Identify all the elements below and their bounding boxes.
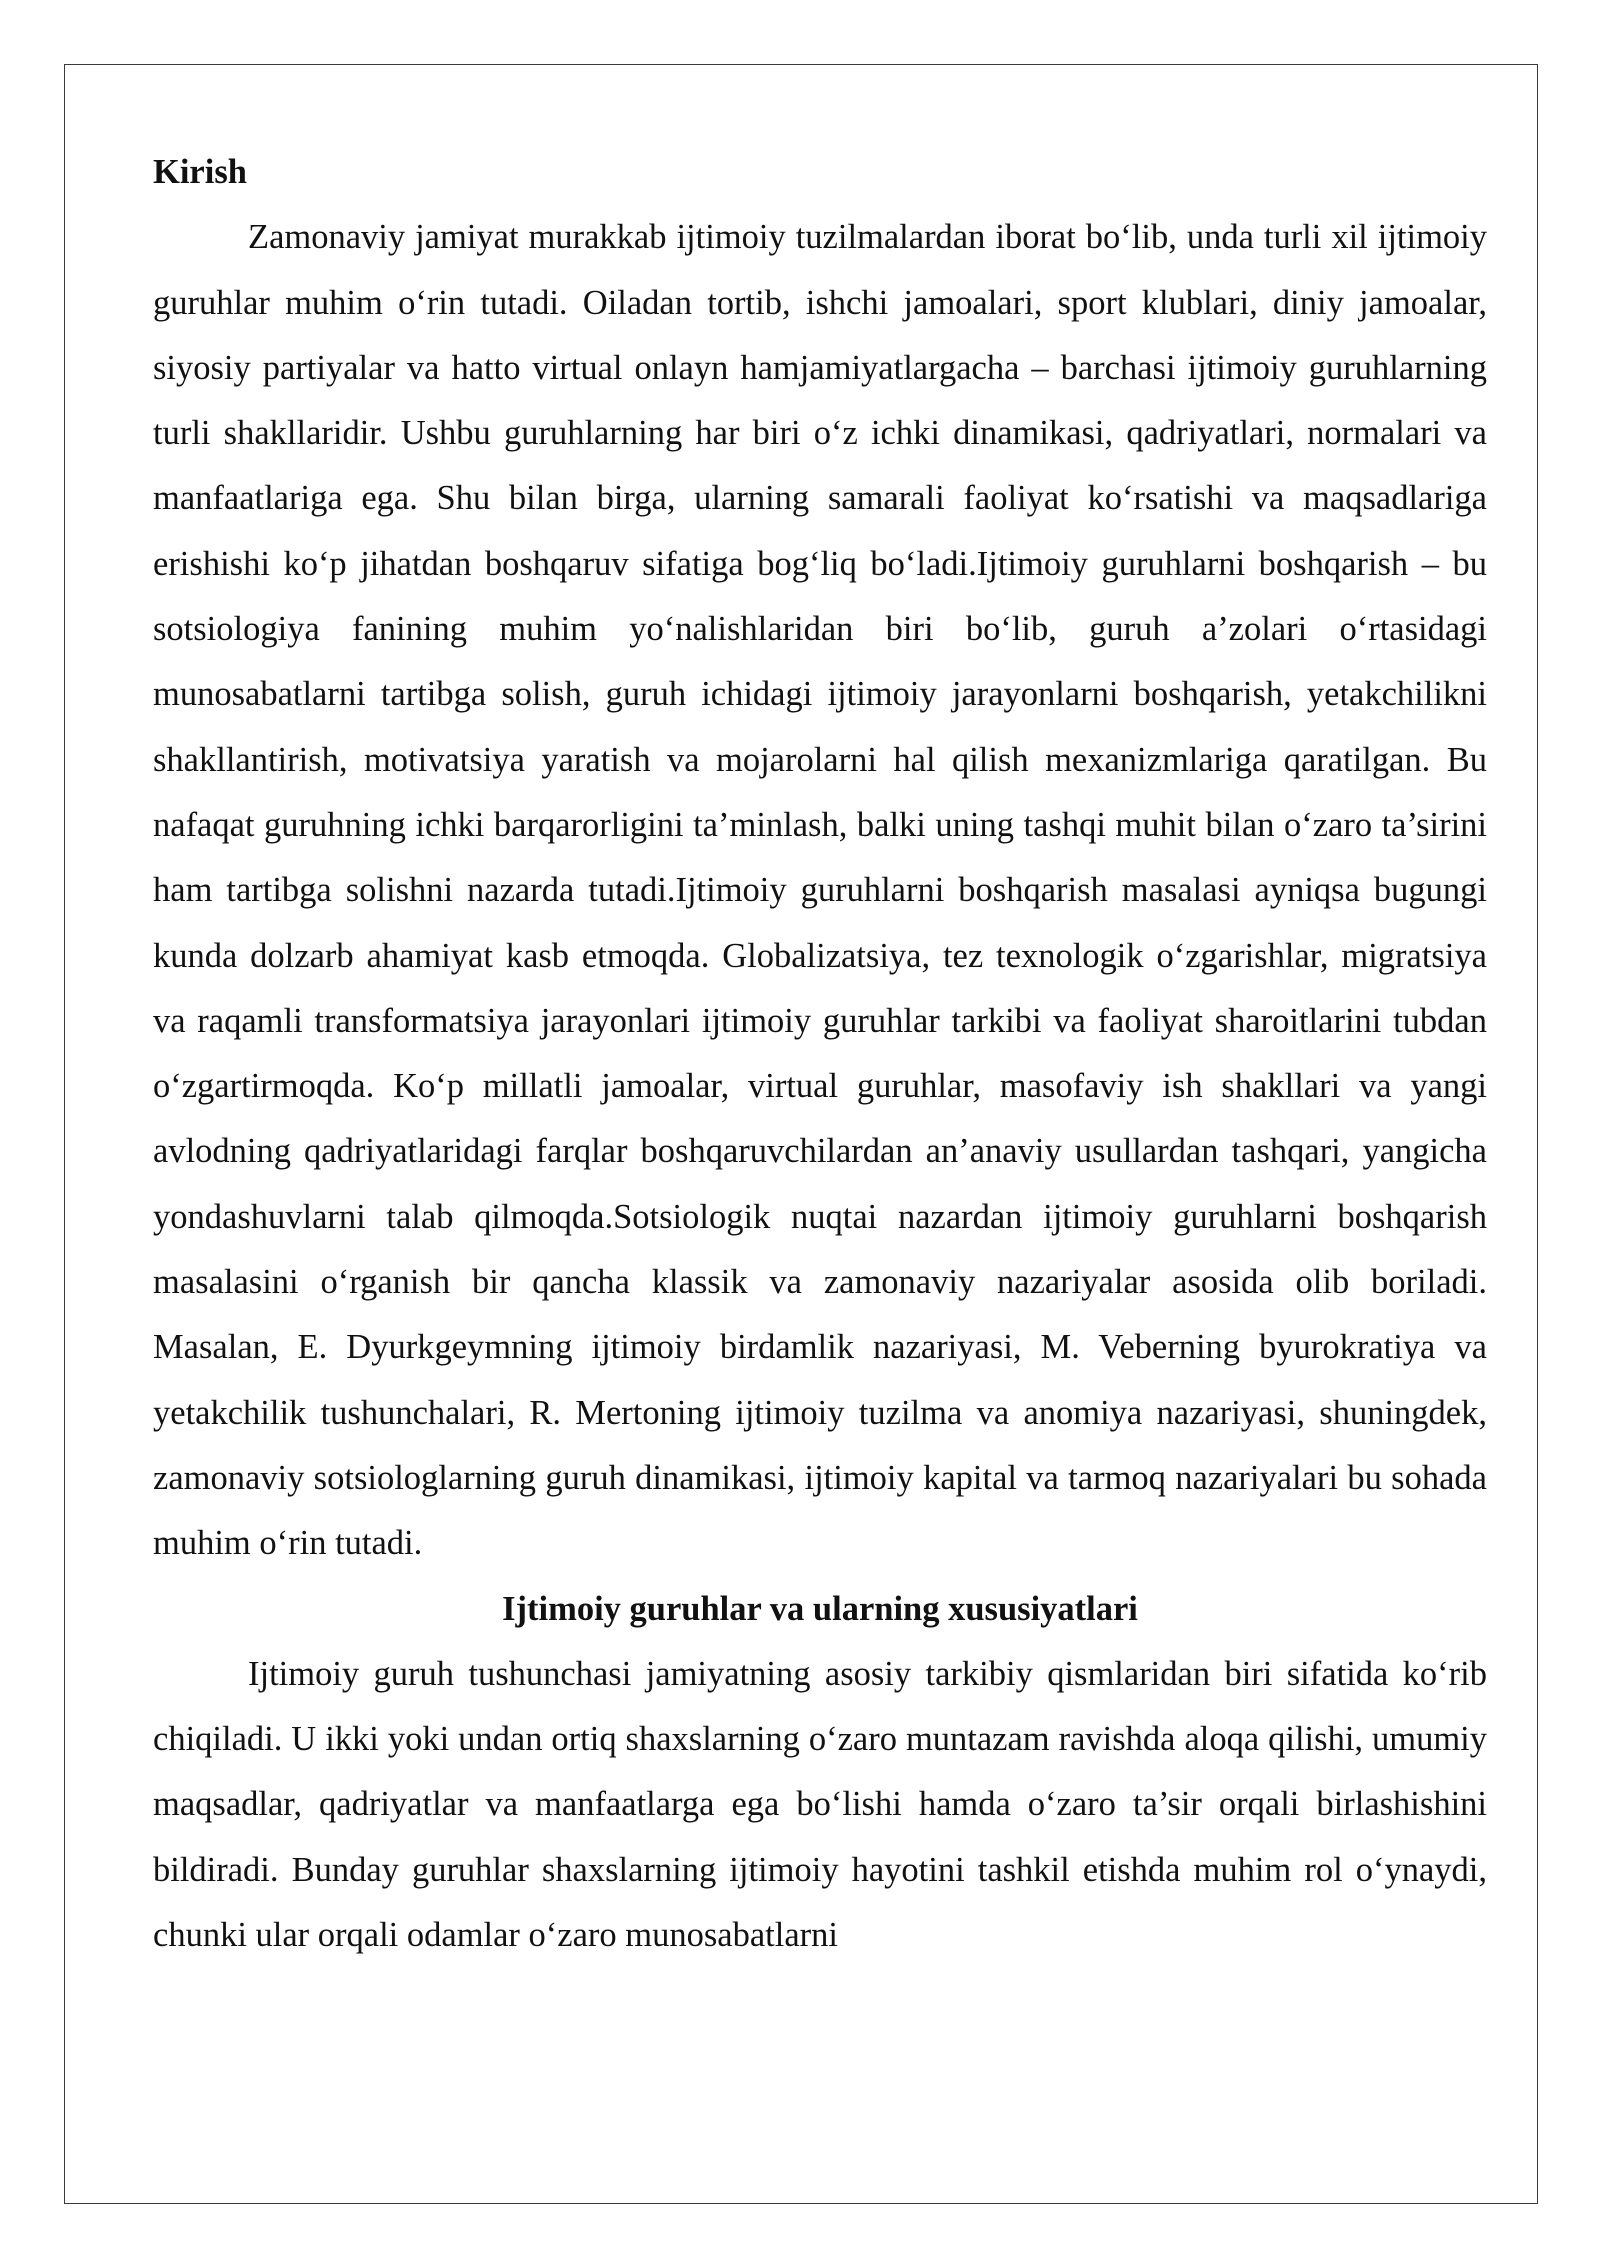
document-body [153,140,1487,1968]
section-paragraph: Ijtimoiy guruh tushunchasi jamiyatning asosiy tarkibiy qismlaridan biri sifatida ko‘rib chiqiladi. U ikki yoki undan ortiq shaxslarning o‘zaro muntazam ravishda aloqa qilishi, umumiy maqsadlar, qadriyatlar va manfaatlarga ega bo‘lishi hamda o‘zaro ta’sir orqali birlashishini bildiradi. Bunday guruhlar shaxslarning ijtimoiy hayotini tashkil etishda muhim rol o‘ynaydi, chunki ular orqali odamlar o‘zaro munosabatlarni [153,1654,1487,1955]
intro-paragraph: Zamonaviy jamiyat murakkab ijtimoiy tuzilmalardan iborat bo‘lib, unda turli xil ijtimoiy guruhlar muhim o‘rin tutadi. Oiladan tortib, ishchi jamoalari, sport klublari, diniy jamoalar, siyosiy partiyalar va hatto virtual onlayn hamjamiyatlargacha – barchasi ijtimoiy guruhlarning turli shakllaridir. Ushbu guruhlarning har biri o‘z ichki dinamikasi, qadriyatlari, normalari va manfaatlariga ega. Shu bilan birga, ularning samarali faoliyat ko‘rsatishi va maqsadlariga erishishi ko‘p jihatdan boshqaruv sifatiga bog‘liq bo‘ladi.Ijtimoiy guruhlarni boshqarish – bu sotsiologiya fanining muhim yo‘nalishlaridan biri bo‘lib, guruh a’zolari o‘rtasidagi munosabatlarni tartibga solish, guruh ichidagi ijtimoiy jarayonlarni boshqarish, yetakchilikni shakllantirish, motivatsiya yaratish va mojarolarni hal qilish mexanizmlariga qaratilgan. Bu nafaqat guruhning ichki barqarorligini ta’minlash, balki uning tashqi muhit bilan o‘zaro ta’sirini ham tartibga solishni nazarda tutadi.Ijtimoiy guruhlarni boshqarish masalasi ayniqsa bugungi kunda dolzarb ahamiyat kasb etmoqda. Globalizatsiya, tez texnologik o‘zgarishlar, migratsiya va raqamli transformatsiya jarayonlari ijtimoiy guruhlar tarkibi va faoliyat sharoitlarini tubdan o‘zgartirmoqda. Ko‘p millatli jamoalar, virtual guruhlar, masofaviy ish shakllari va yangi avlodning qadriyatlaridagi farqlar boshqaruvchilardan an’anaviy usullardan tashqari, yangicha yondashuvlarni talab qilmoqda.Sotsiologik nuqtai nazardan ijtimoiy guruhlarni boshqarish masalasini o‘rganish bir qancha klassik va zamonaviy nazariyalar asosida olib boriladi. Masalan, E. Dyurkgeymning ijtimoiy birdamlik nazariyasi, M. Veberning byurokratiya va yetakchilik tushunchalari, R. Mertoning ijtimoiy tuzilma va anomiya nazariyasi, shuningdek, zamonaviy sotsiologlarning guruh dinamikasi, ijtimoiy kapital va tarmoq nazariyalari bu sohada muhim o‘rin tutadi. [153,218,1487,1563]
section-heading: Ijtimoiy guruhlar va ularning xususiyatlari [502,1589,1138,1628]
intro-heading: Kirish [153,153,247,191]
